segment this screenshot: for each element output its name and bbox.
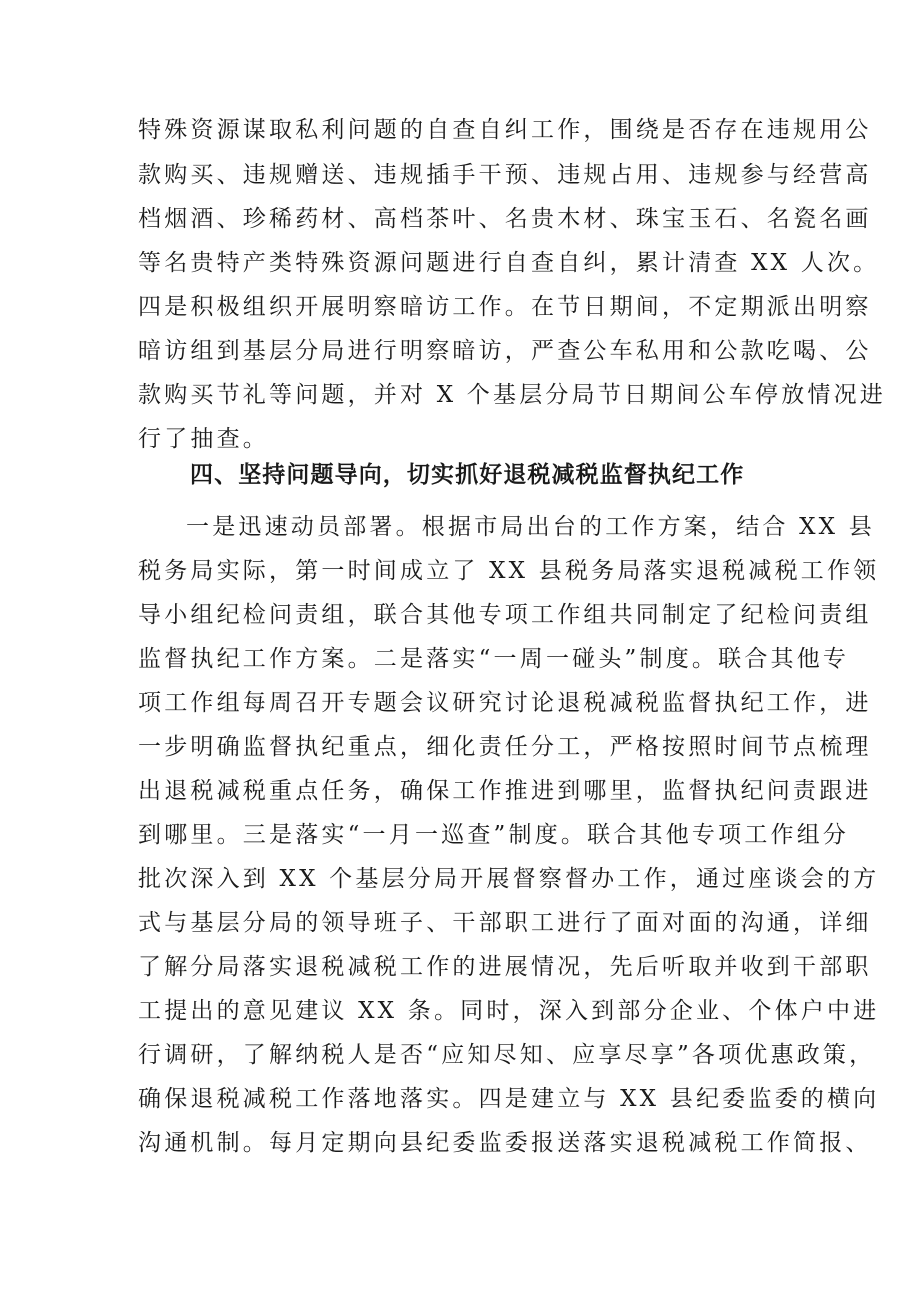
text-line: 款购买、违规赠送、违规插手干预、违规占用、违规参与经营高 — [138, 162, 872, 188]
text-line: 确保退税减税工作落地落实。四是建立与 XX 县纪委监委的横向 — [138, 1086, 880, 1112]
text-line: 四是积极组织开展明察暗访工作。在节日期间，不定期派出明察 — [138, 294, 872, 320]
text-line: 到哪里。三是落实“一月一巡查”制度。联合其他专项工作组分 — [138, 822, 850, 848]
text-line: 工提出的意见建议 XX 条。同时，深入到部分企业、个体户中进 — [138, 998, 880, 1024]
text-line: 沟通机制。每月定期向县纪委监委报送落实退税减税工作简报、 — [138, 1130, 872, 1156]
text-line: 档烟酒、珍稀药材、高档茶叶、名贵木材、珠宝玉石、名瓷名画 — [138, 206, 872, 232]
text-line: 出退税减税重点任务，确保工作推进到哪里，监督执纪问责跟进 — [138, 778, 872, 804]
text-line: 等名贵特产类特殊资源问题进行自查自纠，累计清查 XX 人次。 — [138, 250, 880, 276]
text-line: 导小组纪检问责组，联合其他专项工作组共同制定了纪检问责组 — [138, 602, 872, 628]
text-line: 行调研，了解纳税人是否“应知尽知、应享尽享”各项优惠政策， — [138, 1042, 876, 1068]
text-line: 特殊资源谋取私利问题的自查自纠工作，围绕是否存在违规用公 — [138, 117, 872, 143]
text-line: 了解分局落实退税减税工作的进展情况，先后听取并收到干部职 — [138, 954, 872, 980]
text-line: 式与基层分局的领导班子、干部职工进行了面对面的沟通，详细 — [138, 910, 872, 936]
text-line: 款购买节礼等问题，并对 X 个基层分局节日期间公车停放情况进 — [138, 382, 886, 408]
text-line: 行了抽查。 — [138, 426, 269, 452]
text-line: 监督执纪工作方案。二是落实“一周一碰头”制度。联合其他专 — [138, 646, 850, 672]
text-line: 一是迅速动员部署。根据市局出台的工作方案，结合 XX 县 — [186, 514, 875, 540]
section-heading: 四、坚持问题导向，切实抓好退税减税监督执纪工作 — [190, 462, 745, 488]
text-line: 一步明确监督执纪重点，细化责任分工，严格按照时间节点梳理 — [138, 734, 872, 760]
text-line: 暗访组到基层分局进行明察暗访，严查公车私用和公款吃喝、公 — [138, 338, 872, 364]
text-line: 税务局实际，第一时间成立了 XX 县税务局落实退税减税工作领 — [138, 558, 880, 584]
text-line: 项工作组每周召开专题会议研究讨论退税减税监督执纪工作，进 — [138, 690, 872, 716]
text-line: 批次深入到 XX 个基层分局开展督察督办工作，通过座谈会的方 — [138, 866, 880, 892]
